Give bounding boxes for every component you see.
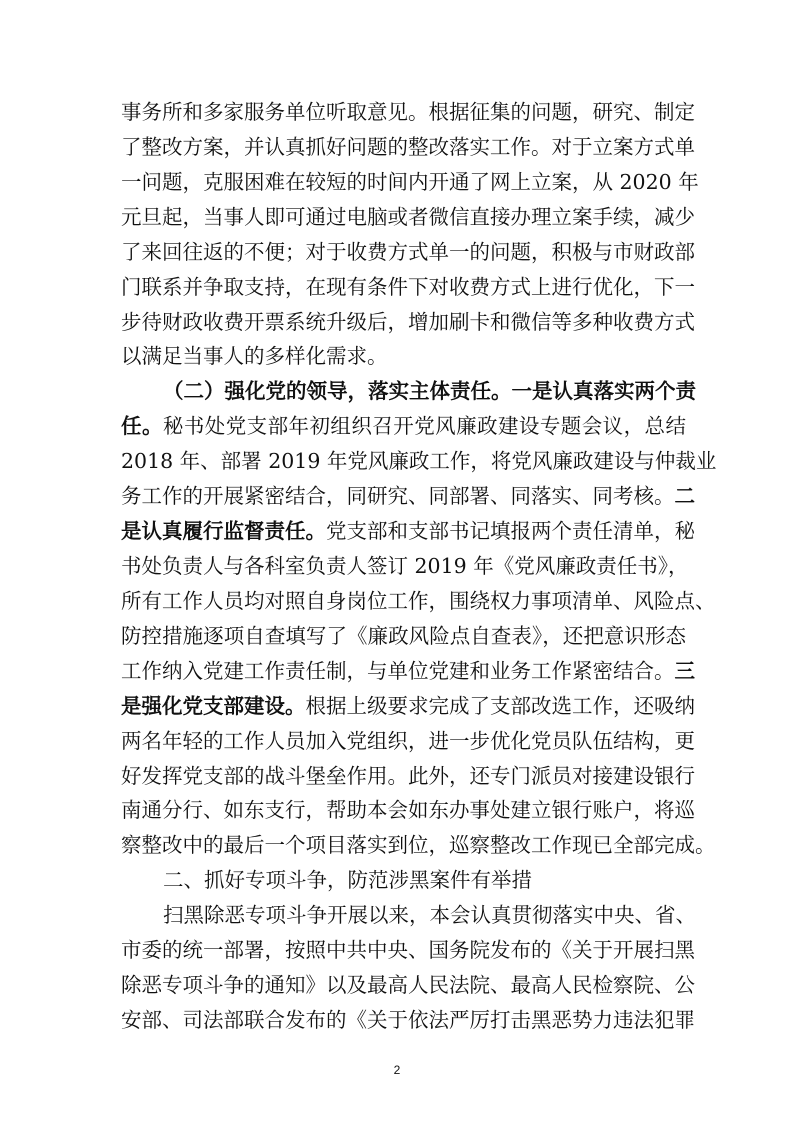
paragraph-line: 防控措施逐项自查填写了《廉政风险点自查表》，还把意识形态 <box>121 624 686 648</box>
paragraph-line: 好发挥党支部的战斗堡垒作用。此外，还专门派员对接建设银行 <box>121 764 695 788</box>
paragraph-line: 门联系并争取支持，在现有条件下对收费方式上进行优化，下一 <box>121 275 695 299</box>
body-text: 根据上级要求完成了支部改选工作，还吸纳 <box>305 694 695 718</box>
paragraph-line: 扫黑除恶专项斗争开展以来，本会认真贯彻落实中央、省、 <box>163 903 696 927</box>
paragraph-line <box>121 689 695 724</box>
section-heading-line <box>163 374 696 409</box>
section-heading: 二、抓好专项斗争，防范涉黑案件有举措 <box>163 868 532 892</box>
paragraph-line: 步待财政收费开票系统升级后，增加刷卡和微信等多种收费方式 <box>121 310 695 334</box>
bold-heading-text: 是认真履行监督责任。 <box>121 519 326 543</box>
paragraph-line: 所有工作人员均对照自身岗位工作，围绕权力事项清单、风险点、 <box>121 589 716 613</box>
bold-heading-text: 任。 <box>121 414 163 438</box>
paragraph-line: 除恶专项斗争的通知》以及最高人民法院、最高人民检察院、公 <box>121 973 695 997</box>
paragraph-line <box>121 479 695 514</box>
paragraph-line: 市委的统一部署，按照中共中央、国务院发布的《关于开展扫黑 <box>121 938 695 962</box>
body-text: 秘书处党支部年初组织召开党风廉政建设专题会议，总结 <box>162 414 687 438</box>
body-text: 务工作的开展紧密结合，同研究、同部署、同落实、同考核。 <box>121 484 675 508</box>
body-text: 党支部和支部书记填报两个责任清单，秘 <box>326 519 695 543</box>
bold-heading-text: （二）强化党的领导，落实主体责任。一是认真落实两个责 <box>163 379 696 403</box>
paragraph-line: 元旦起，当事人即可通过电脑或者微信直接办理立案手续，减少 <box>121 205 695 229</box>
paragraph-line: 两名年轻的工作人员加入党组织，进一步优化党员队伍结构，更 <box>121 729 695 753</box>
paragraph-line: 一问题，克服困难在较短的时间内开通了网上立案，从 2020 年 <box>121 170 699 194</box>
paragraph-line: 以满足当事人的多样化需求。 <box>121 344 388 368</box>
paragraph-line <box>121 409 686 444</box>
paragraph-line: 了整改方案，并认真抓好问题的整改落实工作。对于立案方式单 <box>121 135 695 159</box>
paragraph-line: 事务所和多家服务单位听取意见。根据征集的问题，研究、制定 <box>121 100 695 124</box>
paragraph-line: 了来回往返的不便；对于收费方式单一的问题，积极与市财政部 <box>121 240 695 264</box>
bold-heading-text: 三 <box>674 659 695 683</box>
page-number: 2 <box>393 1063 401 1077</box>
paragraph-line: 书处负责人与各科室负责人签订 2019 年《党风廉政责任书》， <box>121 554 689 578</box>
bold-heading-text: 二 <box>674 484 695 508</box>
paragraph-line: 察整改中的最后一个项目落实到位，巡察整改工作现已全部完成。 <box>121 833 716 857</box>
body-text: 工作纳入党建工作责任制，与单位党建和业务工作紧密结合。 <box>121 659 675 683</box>
paragraph-line: 安部、司法部联合发布的《关于依法严厉打击黑恶势力违法犯罪 <box>121 1008 695 1032</box>
bold-heading-text: 是强化党支部建设。 <box>121 694 306 718</box>
paragraph-line <box>121 654 695 689</box>
paragraph-line: 2018 年、部署 2019 年党风廉政工作，将党风廉政建设与仲裁业 <box>121 449 717 473</box>
paragraph-line <box>121 514 695 549</box>
paragraph-line: 南通分行、如东支行，帮助本会如东办事处建立银行账户，将巡 <box>121 798 695 822</box>
